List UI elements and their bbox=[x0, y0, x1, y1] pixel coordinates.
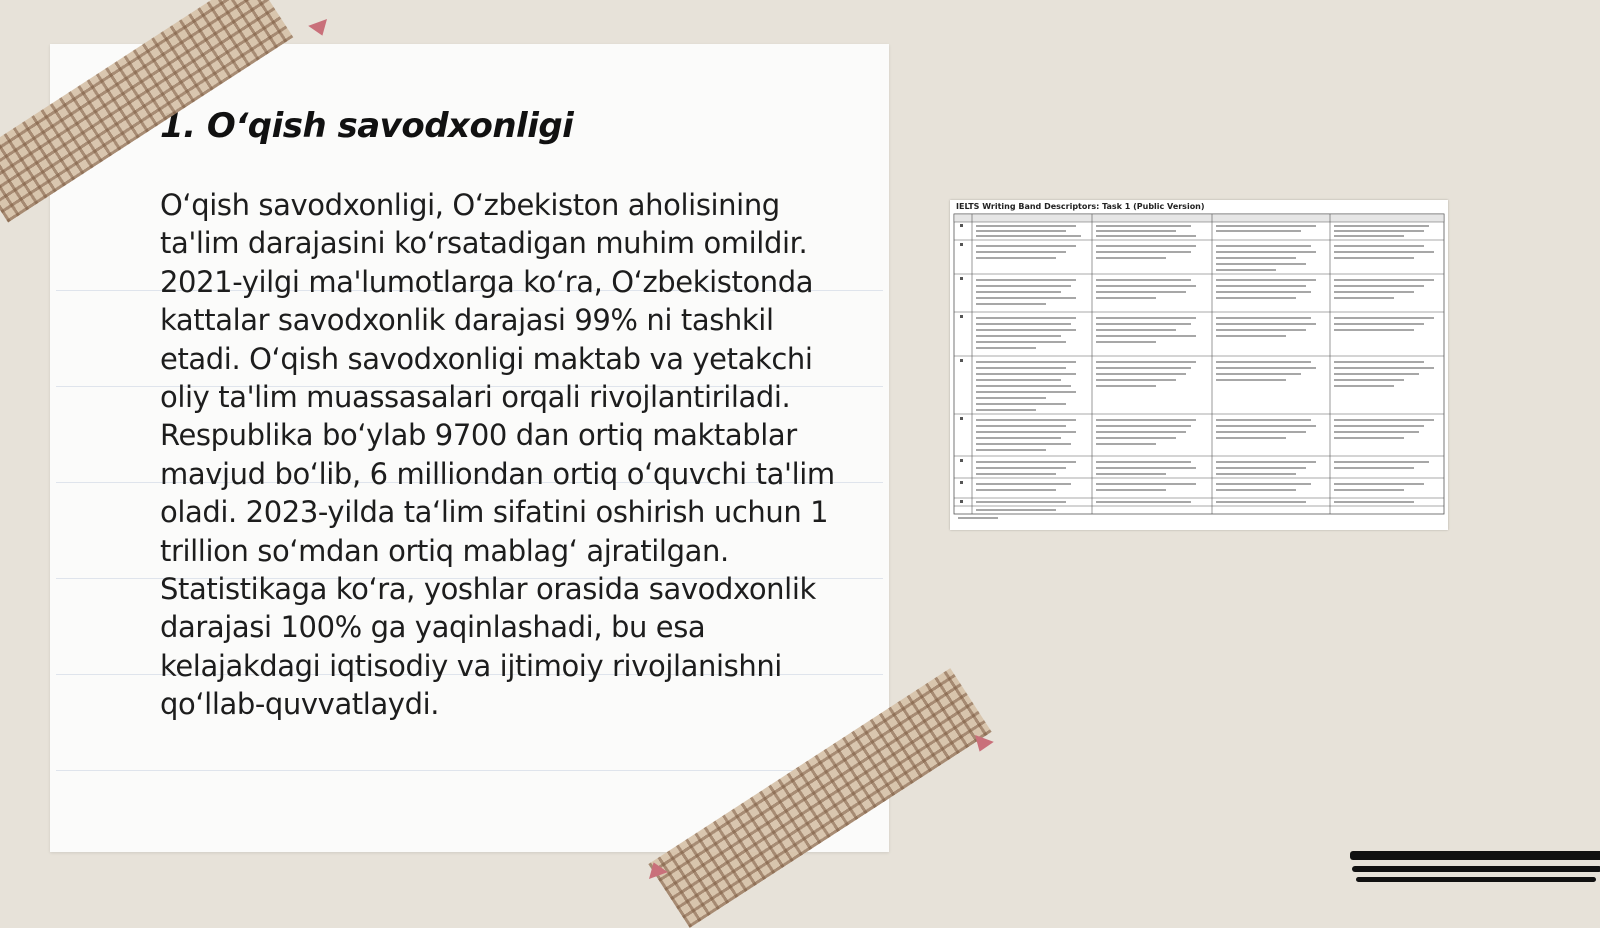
paper-rule-line bbox=[56, 770, 883, 771]
document-thumbnail-title: IELTS Writing Band Descriptors: Task 1 (Public Version) bbox=[956, 202, 1205, 211]
marker-stroke bbox=[1350, 851, 1600, 860]
tape-corner-accent bbox=[308, 19, 332, 39]
marker-stroke bbox=[1356, 877, 1596, 882]
slide-title: 1. O‘qish savodxonligi bbox=[160, 106, 574, 146]
slide-body-text: O‘qish savodxonligi, O‘zbekiston aholisining ta'lim darajasini ko‘rsatadigan muhim omildir. 2021-yilgi ma'lumotlarga ko‘ra, O‘zbekistonda kattalar savodxonlik darajasi 99% ni tashkil etadi. O‘qish savodxonligi maktab va yetakchi oliy ta'lim muassasalari orqali rivojlantiriladi. Respublika bo‘ylab 9700 dan ortiq maktablar mavjud bo‘lib, 6 milliondan ortiq o‘quvchi ta'lim oladi. 2023-yilda ta‘lim sifatini oshirish uchun 1 trillion so‘mdan ortiq mablag‘ ajratilgan. Statistikaga ko‘ra, yoshlar orasida savodxonlik darajasi 100% ga yaqinlashadi, bu esa kelajakdagi iqtisodiy va ijtimoiy rivojlanishni qo‘llab-quvvatlaydi. bbox=[160, 188, 835, 722]
marker-stroke bbox=[1352, 866, 1600, 872]
document-thumbnail bbox=[950, 200, 1448, 530]
tape-corner-accent bbox=[970, 735, 994, 755]
lined-paper-card bbox=[50, 44, 889, 852]
document-thumbnail-table bbox=[950, 200, 1448, 530]
thumbnail-text-lines bbox=[958, 226, 1434, 518]
